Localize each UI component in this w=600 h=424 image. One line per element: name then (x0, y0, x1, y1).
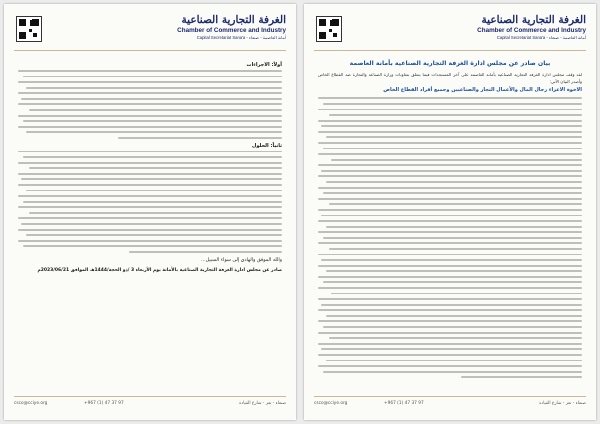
section-1-text (18, 70, 282, 139)
org-name-arabic: الغرفة التجارية الصناعية (481, 14, 586, 26)
chamber-name (436, 14, 586, 40)
footer-email: csco@cciye.org (14, 401, 48, 406)
footer-email: csco@cciye.org (314, 401, 348, 406)
footer-address: صنعاء - تعز - شارع القيادة (239, 401, 286, 406)
page-footer (314, 396, 586, 412)
addressee-heading: الاخوة الاعزاء رجال المال والأعمال التجار والصناعيين وجميع أفراد القطاع الخاص (383, 87, 582, 94)
chamber-name (136, 14, 286, 40)
page-body (318, 60, 582, 382)
footer-phone: +967 (1) 47 37 97 (384, 401, 424, 406)
footer-phone: +967 (1) 47 37 97 (84, 401, 124, 406)
section-heading-procedures: أولاً: الاجراءات (246, 62, 282, 68)
org-name-arabic: الغرفة التجارية الصناعية (181, 14, 286, 26)
qr-code-icon (16, 16, 42, 42)
statement-title: بيان صادر عن مجلس ادارة الغرفة التجارية الصناعية بأمانة العاصمة (349, 60, 551, 67)
intro-paragraph: لقد وقف مجلس ادارة الغرفة التجارية الصناعية بأمانة العاصمة على آخر المستجدات فيما يتعلق بتعاونات وزارة الصناعة والتجارة ضد القطاع الخاص وأصدر البيان الآتي: (318, 72, 582, 84)
letterhead (14, 14, 286, 54)
header-divider (14, 50, 286, 51)
qr-code-icon (316, 16, 342, 42)
body-text-block (318, 97, 582, 378)
document-page-2 (4, 4, 296, 420)
document-page-1 (304, 4, 596, 420)
page-body (18, 60, 282, 274)
header-divider (314, 50, 586, 51)
section-2-text (18, 151, 282, 253)
page-footer (14, 396, 286, 412)
issuance-note: صادر عن مجلس ادارة الغرفة التجارية الصناعية بالأمانة يوم الأربعاء 3 /ذو الحجة/1444هـ الموافق 2023/06/21م (37, 267, 282, 273)
letterhead (314, 14, 586, 54)
footer-address: صنعاء - تعز - شارع القيادة (539, 401, 586, 406)
org-capital: Capital Secretariat Sana'a - أمانة العاصمة - صنعاء (196, 35, 286, 40)
closing-line: والله الموفق والهادي إلى سواء السبيل... (201, 257, 282, 263)
org-name-english: Chamber of Commerce and Industry (477, 27, 586, 34)
org-capital: Capital Secretariat Sana'a - أمانة العاصمة - صنعاء (496, 35, 586, 40)
section-heading-solutions: ثانياً: الحلول (252, 142, 282, 149)
org-name-english: Chamber of Commerce and Industry (177, 27, 286, 34)
